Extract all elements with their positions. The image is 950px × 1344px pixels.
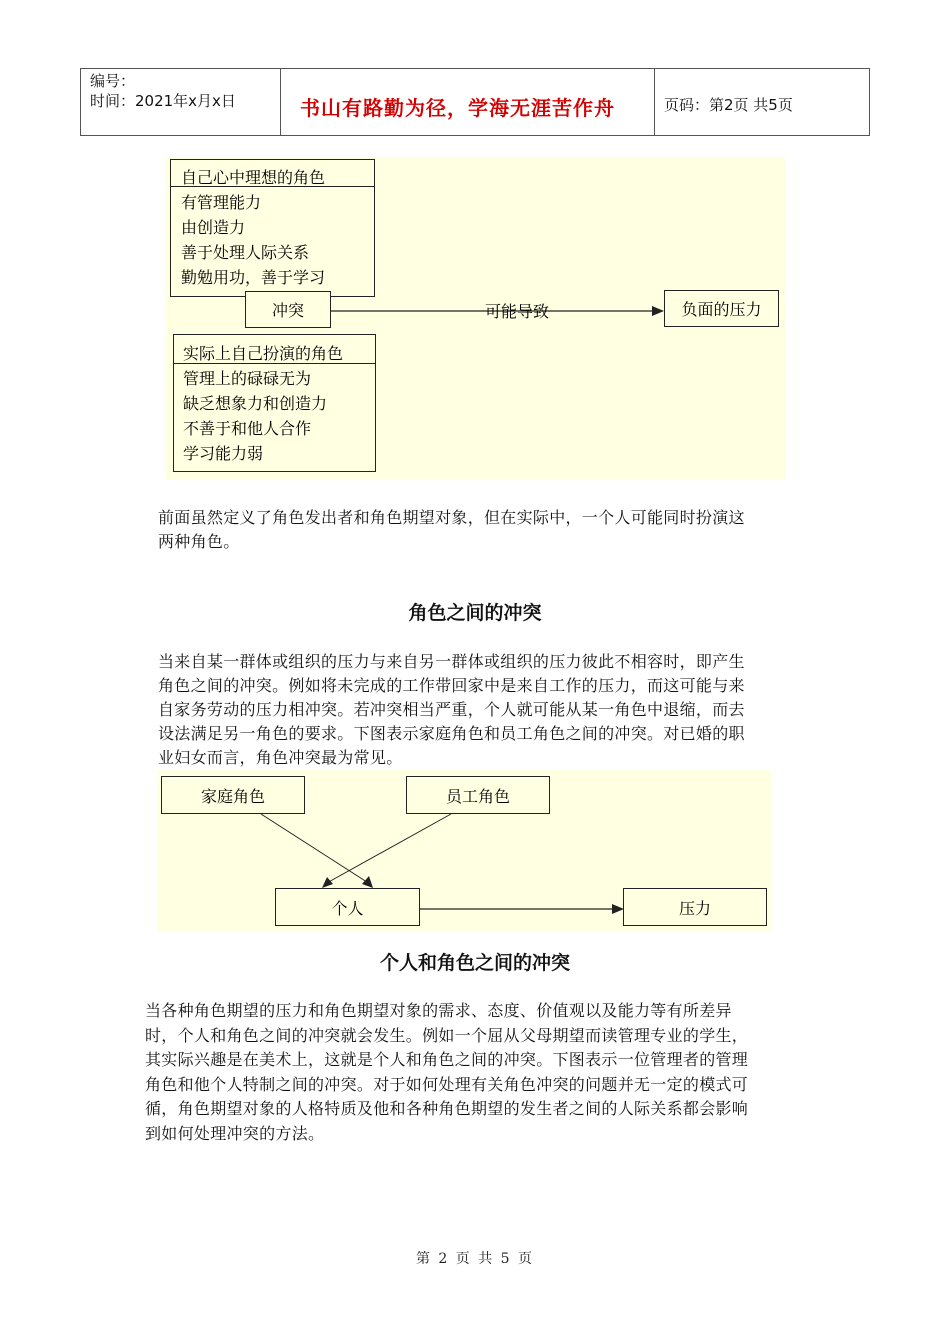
actual-role-item: 缺乏想象力和创造力 [183, 394, 328, 413]
actual-role-item: 不善于和他人合作 [183, 419, 312, 438]
conflict-box [245, 291, 331, 328]
text-line: 循，角色期望对象的人格特质及他和各种角色期望的发生者之间的人际关系都会影响 [145, 1099, 749, 1118]
text-line: 两种角色。 [158, 532, 240, 551]
conflict-label: 冲突 [271, 301, 304, 320]
person-label: 个人 [331, 898, 364, 918]
paragraph-inter-role-conflict [158, 650, 798, 770]
text-line: 自家务劳动的压力相冲突。若冲突相当严重，个人就可能从某一角色中退缩，而去 [158, 700, 745, 719]
header-bottom-rule [80, 135, 870, 136]
section-heading-inter-role-conflict: 角色之间的冲突 [408, 602, 542, 624]
negative-stress-label: 负面的压力 [681, 300, 762, 319]
text-line: 设法满足另一角色的要求。下图表示家庭角色和员工角色之间的冲突。对已婚的职 [158, 724, 745, 743]
actual-role-item: 管理上的碌碌无为 [183, 369, 312, 388]
ideal-role-item: 有管理能力 [181, 193, 262, 212]
text-line: 当各种角色期望的压力和角色期望对象的需求、态度、价值观以及能力等有所差异 [145, 1001, 732, 1020]
document-date-label: 时间：2021年x月x日 [90, 92, 236, 110]
role-conflict-diagram [165, 157, 785, 479]
text-line: 角色之间的冲突。例如将未完成的工作带回家中是来自工作的压力，而这可能与来 [158, 676, 745, 695]
header-divider [869, 69, 870, 135]
header-divider [280, 69, 281, 135]
stress-box [623, 888, 767, 926]
paragraph-role-sender [158, 506, 798, 554]
ideal-role-item: 善于处理人际关系 [181, 243, 310, 262]
text-line: 业妇女而言，角色冲突最为常见。 [158, 748, 403, 767]
text-line: 角色和他个人特制之间的冲突。对于如何处理有关角色冲突的问题并无一定的模式可 [145, 1074, 749, 1094]
header-divider [80, 69, 81, 135]
text-line: 时，个人和角色之间的冲突就会发生。例如一个屈从父母期望而读管理专业的学生， [145, 1025, 749, 1045]
text-line: 当来自某一群体或组织的压力与来自另一群体或组织的压力彼此不相容时，即产生 [158, 652, 745, 671]
ideal-role-item: 由创造力 [181, 218, 246, 237]
stress-label: 压力 [678, 898, 711, 918]
text-line: 其实际兴趣是在美术上，这就是个人和角色之间的冲突。下图表示一位管理者的管理 [145, 1050, 749, 1069]
paragraph-person-role-conflict [145, 999, 805, 1146]
family-role-label: 家庭角色 [200, 786, 265, 806]
negative-stress-box [664, 290, 779, 327]
employee-role-label: 员工角色 [445, 786, 510, 806]
person-box [275, 888, 420, 926]
header-motto: 书山有路勤为径，学海无涯苦作舟 [300, 96, 615, 120]
text-line: 前面虽然定义了角色发出者和角色期望对象，但在实际中，一个人可能同时扮演这 [158, 508, 745, 527]
document-number-label: 编号： [90, 72, 136, 90]
page-footer: 第 2 页 共 5 页 [415, 1251, 535, 1267]
header-divider [654, 69, 655, 135]
section-heading-person-role-conflict: 个人和角色之间的冲突 [379, 952, 570, 974]
actual-role-item: 学习能力弱 [183, 444, 264, 463]
arrow-label: 可能导致 [485, 302, 550, 321]
ideal-role-item: 勤勉用功，善于学习 [181, 268, 326, 287]
header-top-rule [80, 68, 870, 69]
ideal-role-title: 自己心中理想的角色 [181, 168, 326, 187]
family-work-conflict-diagram [157, 770, 771, 932]
actual-role-title: 实际上自己扮演的角色 [183, 344, 344, 363]
header-page-label: 页码：第2页 共5页 [664, 96, 793, 114]
text-line: 到如何处理冲突的方法。 [145, 1123, 325, 1143]
